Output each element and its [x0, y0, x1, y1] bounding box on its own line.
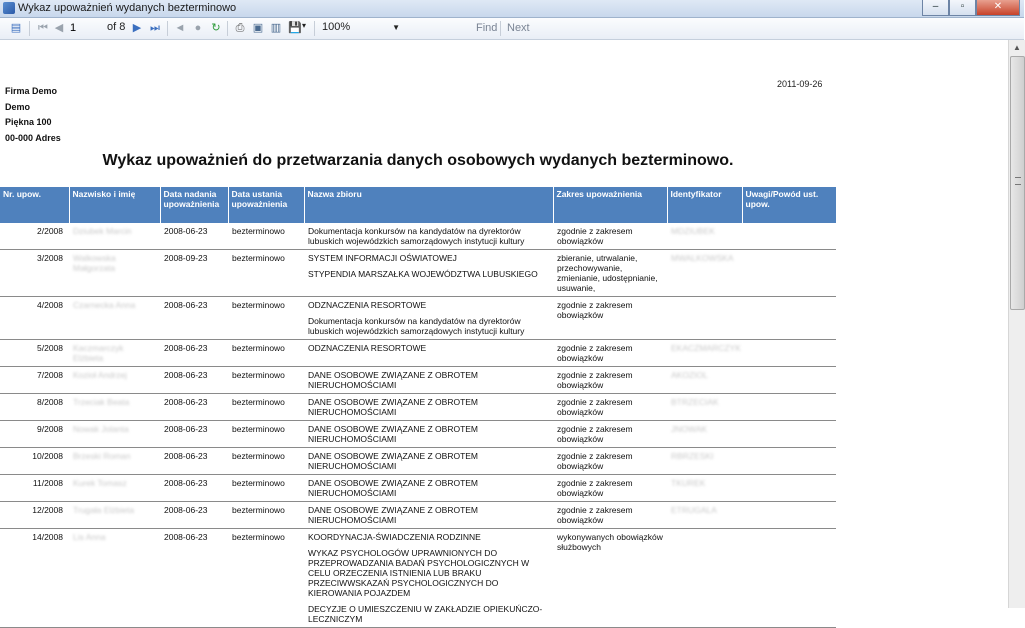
- cell-number: 14/2008: [0, 529, 69, 628]
- company-line: Firma Demo: [5, 86, 58, 96]
- zoom-select[interactable]: [322, 20, 402, 35]
- cell-notes: [742, 448, 836, 475]
- cell-scope: zgodnie z zakresem obowiązków: [553, 475, 667, 502]
- cell-notes: [742, 502, 836, 529]
- data-set-item: DANE OSOBOWE ZWIĄZANE Z OBROTEM NIERUCHOMOŚCIAMI: [308, 478, 479, 498]
- back-icon[interactable]: ◄: [174, 22, 186, 34]
- prev-page-icon[interactable]: ◀: [54, 22, 64, 34]
- company-line: 00-000 Adres: [5, 132, 61, 143]
- cell-date-expiry: bezterminowo: [228, 448, 304, 475]
- table-row: [0, 421, 836, 448]
- data-set-item: DANE OSOBOWE ZWIĄZANE Z OBROTEM NIERUCHOMOŚCIAMI: [308, 451, 479, 471]
- cell-number: 11/2008: [0, 475, 69, 502]
- cell-notes: [742, 529, 836, 628]
- page-total-label: of 8: [107, 21, 126, 33]
- cell-date-expiry: bezterminowo: [228, 367, 304, 394]
- cell-data-sets: [304, 421, 553, 448]
- table-row: [0, 223, 836, 250]
- page-setup-icon[interactable]: ▥: [270, 22, 282, 34]
- cell-name: Lis Anna: [69, 529, 160, 628]
- cell-data-sets: [304, 223, 553, 250]
- scroll-up-icon[interactable]: ▲: [1013, 43, 1021, 52]
- cell-data-sets: [304, 448, 553, 475]
- table-row: [0, 297, 836, 340]
- cell-number: 12/2008: [0, 502, 69, 529]
- cell-data-sets: [304, 394, 553, 421]
- table-header-row: [0, 187, 836, 223]
- data-set-item: SYSTEM INFORMACJI OŚWIATOWEJ: [308, 253, 457, 263]
- cell-date-granted: 2008-06-23: [160, 529, 228, 628]
- find-input[interactable]: [412, 20, 468, 35]
- cell-number: 9/2008: [0, 421, 69, 448]
- cell-date-granted: 2008-06-23: [160, 340, 228, 367]
- cell-scope: zgodnie z zakresem obowiązków: [553, 340, 667, 367]
- report-heading: Wykaz upoważnień do przetwarzania danych osobowych wydanych bezterminowo.: [102, 152, 734, 169]
- cell-notes: [742, 297, 836, 340]
- cell-scope: wykonywanych obowiązków służbowych: [553, 529, 667, 628]
- cell-scope: zgodnie z zakresem obowiązków: [553, 223, 667, 250]
- data-set-item: DANE OSOBOWE ZWIĄZANE Z OBROTEM NIERUCHOMOŚCIAMI: [308, 424, 479, 444]
- cell-data-sets: [304, 340, 553, 367]
- cell-date-granted: 2008-06-23: [160, 448, 228, 475]
- cell-scope: zbieranie, utrwalanie, przechowywanie, zmienianie, udostępnianie, usuwanie,: [553, 250, 667, 297]
- cell-date-granted: 2008-06-23: [160, 394, 228, 421]
- next-page-icon[interactable]: ▶: [132, 22, 142, 34]
- cell-date-granted: 2008-06-23: [160, 502, 228, 529]
- toolbar-separator: [500, 21, 501, 36]
- window-title: Wykaz upoważnień wydanych bezterminowo: [18, 2, 237, 14]
- cell-number: 3/2008: [0, 250, 69, 297]
- data-set-item: ODZNACZENIA RESORTOWE: [308, 300, 427, 310]
- toggle-panel-icon[interactable]: ▤: [10, 22, 22, 34]
- data-set-item: Dokumentacja konkursów na kandydatów na dyrektorów lubuskich wojewódzkich samorządowych instytucji kultury: [308, 226, 525, 246]
- data-set-item: DANE OSOBOWE ZWIĄZANE Z OBROTEM NIERUCHOMOŚCIAMI: [308, 505, 479, 525]
- report-toolbar: [0, 18, 1024, 40]
- report-page: [0, 40, 1007, 624]
- cell-number: 10/2008: [0, 448, 69, 475]
- cell-date-granted: 2008-06-23: [160, 475, 228, 502]
- cell-number: 5/2008: [0, 340, 69, 367]
- cell-number: 4/2008: [0, 297, 69, 340]
- cell-identifier: ETRUGALA: [667, 502, 742, 529]
- cell-date-expiry: bezterminowo: [228, 421, 304, 448]
- grip-icon: [1015, 177, 1021, 185]
- cell-name: Trugała Elżbieta: [69, 502, 160, 529]
- cell-scope: zgodnie z zakresem obowiązków: [553, 421, 667, 448]
- export-icon[interactable]: 💾: [288, 22, 302, 34]
- cell-notes: [742, 394, 836, 421]
- cell-date-expiry: bezterminowo: [228, 502, 304, 529]
- cell-notes: [742, 340, 836, 367]
- stop-icon[interactable]: ●: [194, 22, 202, 34]
- company-line: Piękna 100: [5, 117, 52, 127]
- table-row: [0, 448, 836, 475]
- find-link[interactable]: Find: [476, 22, 498, 34]
- table-row: [0, 394, 836, 421]
- cell-data-sets: [304, 250, 553, 297]
- page-number-input[interactable]: [68, 20, 102, 35]
- cell-date-expiry: bezterminowo: [228, 340, 304, 367]
- first-page-icon[interactable]: ⏮: [38, 22, 48, 34]
- scrollbar-thumb[interactable]: [1010, 56, 1025, 310]
- table-row: [0, 340, 836, 367]
- cell-date-granted: 2008-06-23: [160, 223, 228, 250]
- cell-data-sets: [304, 475, 553, 502]
- data-set-item: STYPENDIA MARSZAŁKA WOJEWÓDZTWA LUBUSKIEGO: [308, 269, 538, 279]
- data-set-item: KOORDYNACJA-ŚWIADCZENIA RODZINNE: [308, 532, 481, 542]
- zoom-value: 100%: [322, 21, 351, 33]
- chevron-down-icon: ▼: [392, 23, 400, 32]
- cell-notes: [742, 367, 836, 394]
- cell-data-sets: [304, 529, 553, 628]
- toolbar-separator: [167, 21, 168, 36]
- column-header: Uwagi/Powód ust. upow.: [742, 187, 836, 223]
- cell-data-sets: [304, 297, 553, 340]
- minimize-button[interactable]: –: [922, 0, 949, 16]
- cell-identifier: MDZIUBEK: [667, 223, 742, 250]
- next-link[interactable]: Next: [507, 22, 530, 34]
- cell-name: Dziubek Marcin: [69, 223, 160, 250]
- cell-notes: [742, 475, 836, 502]
- cell-identifier: [667, 529, 742, 628]
- close-button[interactable]: ✕: [976, 0, 1020, 16]
- cell-date-granted: 2008-06-23: [160, 421, 228, 448]
- print-icon[interactable]: ⎙: [235, 22, 245, 34]
- cell-identifier: EKACZMARCZYK: [667, 340, 742, 367]
- company-line: Demo: [5, 101, 31, 112]
- cell-name: Czarnecka Anna: [69, 297, 160, 340]
- cell-name: Kozioł Andrzej: [69, 367, 160, 394]
- table-row: [0, 250, 836, 297]
- cell-data-sets: [304, 502, 553, 529]
- toolbar-separator: [314, 21, 315, 36]
- vertical-scrollbar[interactable]: [1008, 40, 1025, 608]
- cell-name: Brzeski Roman: [69, 448, 160, 475]
- cell-notes: [742, 421, 836, 448]
- column-header: Nazwisko i imię: [69, 187, 160, 223]
- cell-date-expiry: bezterminowo: [228, 529, 304, 628]
- cell-number: 8/2008: [0, 394, 69, 421]
- column-header: Data ustania upoważnienia: [228, 187, 304, 223]
- maximize-button[interactable]: ▫: [949, 0, 976, 16]
- data-set-item: WYKAZ PSYCHOLOGÓW UPRAWNIONYCH DO PRZEPROWADZANIA BADAŃ PSYCHOLOGICZNYCH W CELU ORZECZENIA ISTNIENIA LUB BRAKU PRZECIWWSKAZAŃ PSYCHOLOGICZNYCH DO KIEROWANIA POJAZDEM: [308, 548, 530, 598]
- cell-notes: [742, 250, 836, 297]
- cell-identifier: [667, 297, 742, 340]
- authorizations-table: [0, 187, 837, 628]
- cell-date-expiry: bezterminowo: [228, 250, 304, 297]
- cell-scope: zgodnie z zakresem obowiązków: [553, 297, 667, 340]
- cell-identifier: JNOWAK: [667, 421, 742, 448]
- cell-name: Kaczmarczyk Elżbieta: [69, 340, 160, 367]
- window-titlebar: [0, 0, 1024, 18]
- cell-scope: zgodnie z zakresem obowiązków: [553, 502, 667, 529]
- cell-date-granted: 2008-06-23: [160, 297, 228, 340]
- cell-number: 7/2008: [0, 367, 69, 394]
- cell-identifier: TKUREK: [667, 475, 742, 502]
- column-header: Nr. upow.: [0, 187, 69, 223]
- cell-name: Kurek Tomasz: [69, 475, 160, 502]
- table-row: [0, 502, 836, 529]
- cell-identifier: RBRZESKI: [667, 448, 742, 475]
- cell-date-expiry: bezterminowo: [228, 223, 304, 250]
- cell-name: Nowak Jolanta: [69, 421, 160, 448]
- column-header: Identyfikator: [667, 187, 742, 223]
- cell-identifier: MWALKOWSKA: [667, 250, 742, 297]
- cell-scope: zgodnie z zakresem obowiązków: [553, 448, 667, 475]
- print-layout-icon[interactable]: ▣: [252, 22, 264, 34]
- cell-date-expiry: bezterminowo: [228, 394, 304, 421]
- cell-identifier: BTRZECIAK: [667, 394, 742, 421]
- cell-notes: [742, 223, 836, 250]
- company-address: [5, 84, 61, 146]
- data-set-item: DANE OSOBOWE ZWIĄZANE Z OBROTEM NIERUCHOMOŚCIAMI: [308, 370, 479, 390]
- app-icon: [3, 2, 15, 14]
- cell-number: 2/2008: [0, 223, 69, 250]
- last-page-icon[interactable]: ⏭: [150, 22, 160, 34]
- toolbar-separator: [227, 21, 228, 36]
- cell-data-sets: [304, 367, 553, 394]
- cell-scope: zgodnie z zakresem obowiązków: [553, 367, 667, 394]
- cell-identifier: AKOZIOL: [667, 367, 742, 394]
- data-set-item: Dokumentacja konkursów na kandydatów na dyrektorów lubuskich wojewódzkich samorządowych instytucji kultury: [308, 316, 525, 336]
- table-body: [0, 223, 836, 628]
- data-set-item: DANE OSOBOWE ZWIĄZANE Z OBROTEM NIERUCHOMOŚCIAMI: [308, 397, 479, 417]
- cell-scope: zgodnie z zakresem obowiązków: [553, 394, 667, 421]
- toolbar-separator: [29, 21, 30, 36]
- cell-date-granted: 2008-06-23: [160, 367, 228, 394]
- cell-date-granted: 2008-09-23: [160, 250, 228, 297]
- cell-date-expiry: bezterminowo: [228, 475, 304, 502]
- column-header: Data nadania upoważnienia: [160, 187, 228, 223]
- table-row: [0, 475, 836, 502]
- refresh-icon[interactable]: ↻: [211, 22, 221, 34]
- export-dropdown-icon[interactable]: ▾: [302, 21, 307, 30]
- data-set-item: DECYZJE O UMIESZCZENIU W ZAKŁADZIE OPIEKUŃCZO-LECZNICZYM: [308, 604, 543, 624]
- table-row: [0, 367, 836, 394]
- cell-name: Walkowska Małgorzata: [69, 250, 160, 297]
- window-controls: [922, 0, 1020, 16]
- table-row: [0, 529, 836, 628]
- column-header: Nazwa zbioru: [304, 187, 553, 223]
- column-header: Zakres upoważnienia: [553, 187, 667, 223]
- cell-name: Trzeciak Beata: [69, 394, 160, 421]
- cell-date-expiry: bezterminowo: [228, 297, 304, 340]
- report-date: 2011-09-26: [777, 79, 823, 89]
- data-set-item: ODZNACZENIA RESORTOWE: [308, 343, 427, 353]
